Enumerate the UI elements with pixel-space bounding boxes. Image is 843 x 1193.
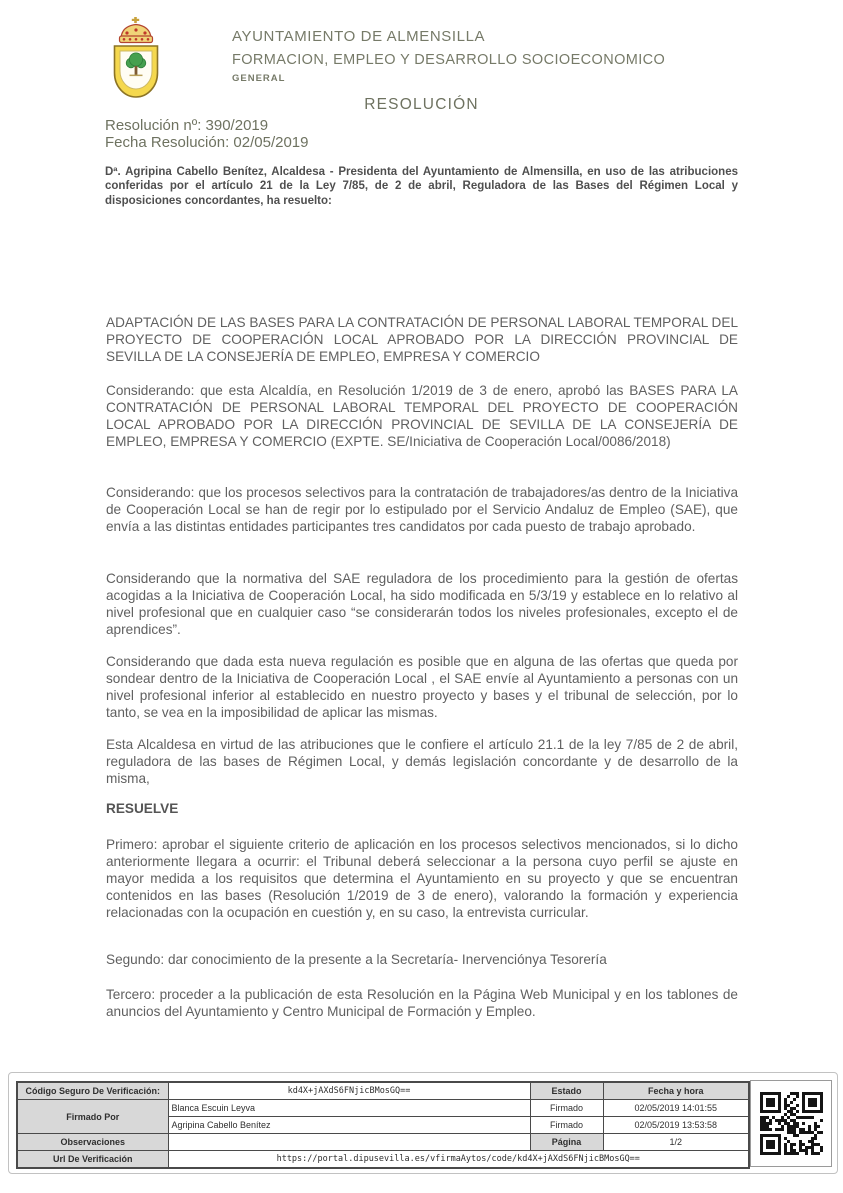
pagina-value: 1/2 xyxy=(603,1134,749,1151)
signer-fecha: 02/05/2019 13:53:58 xyxy=(603,1117,749,1134)
signer-estado: Firmado xyxy=(530,1100,603,1117)
table-row xyxy=(17,1100,749,1117)
resolution-number: Resolución nº: 390/2019 xyxy=(105,117,269,134)
estado-header: Estado xyxy=(530,1082,603,1100)
table-row xyxy=(17,1134,749,1151)
table-row xyxy=(17,1082,749,1100)
document-title: RESOLUCIÓN xyxy=(364,96,479,113)
resolution-date: Fecha Resolución: 02/05/2019 xyxy=(105,134,309,151)
paragraph-considerando-3: Considerando que la normativa del SAE reguladora de los procedimiento para la gestión de ofertas acogidas a la Iniciativa de Cooperación Local, ha sido modificada en 5/3/19 y establece en lo relativo al nivel profesional que en cualquier caso “se considerarán todos los niveles profesionales, excepto el de aprendices”. xyxy=(106,571,738,637)
paragraph-tercero: Tercero: proceder a la publicación de esta Resolución en la Página Web Municipal y en los tablones de anuncios del Ayuntamiento y Centro Municipal de Formación y Empleo. xyxy=(106,987,738,1019)
coat-of-arms-icon xyxy=(107,17,165,101)
department-sub: GENERAL xyxy=(232,73,286,84)
signer-name: Agripina Cabello Benítez xyxy=(168,1117,530,1134)
resuelve-heading: RESUELVE xyxy=(106,801,179,816)
csv-value: kd4X+jAXdS6FNjicBMosGQ== xyxy=(168,1082,530,1100)
csv-label: Código Seguro De Verificación: xyxy=(17,1082,168,1100)
observaciones-value xyxy=(168,1134,530,1151)
paragraph-primero: Primero: aprobar el siguiente criterio de aplicación en los procesos selectivos mencionados, si lo dicho anteriormente llegara a ocurrir: el Tribunal deberá seleccionar a la persona cuyo perfil se ajuste en mayor medida a los requisitos que determina el Ayuntamiento en su proyecto y que se encuentran contenidos en las bases (Resolución 1/2019 de 3 de enero), valorando la formación y experiencia relacionadas con la ocupación en cuestión y, en su caso, la entrevista curricular. xyxy=(106,837,738,920)
department-name: FORMACION, EMPLEO Y DESARROLLO SOCIOECONOMICO xyxy=(232,52,666,68)
firmado-por-label: Firmado Por xyxy=(17,1100,168,1134)
observaciones-label: Observaciones xyxy=(17,1134,168,1151)
fecha-header: Fecha y hora xyxy=(603,1082,749,1100)
paragraph-atribuciones: Esta Alcaldesa en virtud de las atribuciones que le confiere el artículo 21.1 de la ley 7/85 de 2 de abril, reguladora de las bases de Régimen Local, y demás legislación concordante y de desarrollo de la misma, xyxy=(106,737,738,786)
table-row xyxy=(17,1151,749,1169)
paragraph-considerando-4: Considerando que dada esta nueva regulación es posible que en alguna de las ofertas que queda por sondear dentro de la Iniciativa de Cooperación Local , el SAE envíe al Ayuntamiento a personas con un nivel profesional inferior al establecido en nuestro proyecto y bases y el tribunal de selección, por lo tanto, se vea en la imposibilidad de aplicar las mismas. xyxy=(106,654,738,720)
signature-footer xyxy=(8,1072,838,1174)
url-label: Url De Verificación xyxy=(17,1151,168,1169)
qr-box xyxy=(750,1080,832,1167)
organization-name: AYUNTAMIENTO DE ALMENSILLA xyxy=(232,28,486,45)
qr-code-icon xyxy=(760,1092,823,1155)
signer-name: Blanca Escuin Leyva xyxy=(168,1100,530,1117)
intro-paragraph: Dª. Agripina Cabello Benítez, Alcaldesa - Presidenta del Ayuntamiento de Almensilla, en uso de las atribuciones conferidas por el artículo 21 de la Ley 7/85, de 2 de abril, Reguladora de las Bases del Régimen Local y disposiciones concordantes, ha resuelto: xyxy=(105,166,738,207)
paragraph-adaptacion: ADAPTACIÓN DE LAS BASES PARA LA CONTRATACIÓN DE PERSONAL LABORAL TEMPORAL DEL PROYECTO DE COOPERACIÓN LOCAL APROBADO POR LA DIRECCIÓN PROVINCIAL DE SEVILLA DE LA CONSEJERÍA DE EMPLEO, EMPRESA Y COMERCIO xyxy=(106,315,738,364)
paragraph-considerando-2: Considerando: que los procesos selectivos para la contratación de trabajadores/as dentro de la Iniciativa de Cooperación Local se han de regir por lo estipulado por el Servicio Andaluz de Empleo (SAE), que envía a las distintas entidades participantes tres candidatos por cada puesto de trabajo aprobado. xyxy=(106,485,738,534)
paragraph-segundo: Segundo: dar conocimiento de la presente a la Secretaría- Inervenciónya Tesorería xyxy=(106,952,607,967)
paragraph-considerando-1: Considerando: que esta Alcaldía, en Resolución 1/2019 de 3 de enero, aprobó las BASES PARA LA CONTRATACIÓN DE PERSONAL LABORAL TEMPORAL DEL PROYECTO DE COOPERACIÓN LOCAL APROBADO POR LA DIRECCIÓN PROVINCIAL DE SEVILLA DE LA CONSEJERÍA DE EMPLEO, EMPRESA Y COMERCIO (EXPTE. SE/Iniciativa de Cooperación Local/0086/2018) xyxy=(106,383,738,449)
verification-table xyxy=(16,1081,750,1169)
signer-estado: Firmado xyxy=(530,1117,603,1134)
url-value: https://portal.dipusevilla.es/vfirmaAytos/code/kd4X+jAXdS6FNjicBMosGQ== xyxy=(168,1151,749,1169)
signer-fecha: 02/05/2019 14:01:55 xyxy=(603,1100,749,1117)
pagina-label: Página xyxy=(530,1134,603,1151)
letterhead xyxy=(232,28,665,84)
